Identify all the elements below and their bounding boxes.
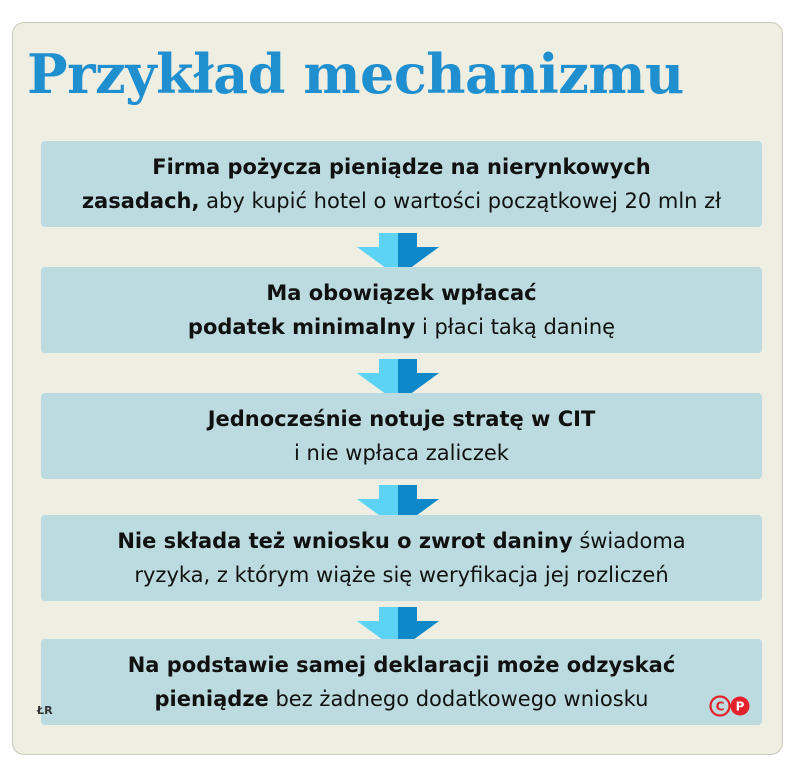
- step-box-4: [41, 515, 762, 601]
- step-box-5: [41, 639, 762, 725]
- step-2-line-2: [188, 310, 615, 344]
- step-box-3: [41, 393, 762, 479]
- step-2-line-2-regular: i płaci taką daninę: [415, 315, 616, 339]
- step-3-line-2: [294, 436, 509, 470]
- step-4-line-1-bold: Nie składa też wniosku o zwrot daniny: [117, 529, 573, 553]
- infographic-panel: [12, 22, 783, 755]
- step-2-line-2-bold: podatek minimalny: [187, 315, 416, 339]
- step-1-line-2-bold: zasadach,: [81, 189, 200, 213]
- logo-letter-p: P: [735, 699, 745, 714]
- step-2-line-1-bold: Ma obowiązek wpłacać: [266, 281, 537, 305]
- step-4-line-2-regular: ryzyka, z którym wiąże się weryfikacja jej rozliczeń: [134, 563, 669, 587]
- step-box-2: [41, 267, 762, 353]
- step-5-line-2: [155, 682, 649, 716]
- step-1-line-2: [82, 184, 721, 218]
- step-2-line-1: [266, 276, 536, 310]
- step-5-line-1: [128, 648, 676, 682]
- step-4-line-1-regular: świadoma: [572, 529, 686, 553]
- step-4-line-1: [117, 524, 685, 558]
- cp-logo-icon: [709, 695, 751, 717]
- page-title: Przykład mechanizmu: [27, 42, 684, 106]
- step-1-line-1: [152, 150, 651, 184]
- step-3-line-2-regular: i nie wpłaca zaliczek: [294, 441, 509, 465]
- step-5-line-1-bold: Na podstawie samej deklaracji może odzyskać: [127, 653, 676, 677]
- step-4-line-2: [134, 558, 668, 592]
- author-credit: ŁR: [37, 704, 53, 717]
- step-3-line-1-bold: Jednocześnie notuje stratę w CIT: [207, 407, 596, 431]
- logo-letter-c: C: [715, 699, 725, 714]
- step-box-1: [41, 141, 762, 227]
- step-5-line-2-regular: bez żadnego dodatkowego wniosku: [268, 687, 649, 711]
- step-5-line-2-bold: pieniądze: [154, 687, 269, 711]
- step-3-line-1: [208, 402, 596, 436]
- step-1-line-1-bold: Firma pożycza pieniądze na nierynkowych: [152, 155, 651, 179]
- step-1-line-2-regular: aby kupić hotel o wartości początkowej 20 mln zł: [199, 189, 722, 213]
